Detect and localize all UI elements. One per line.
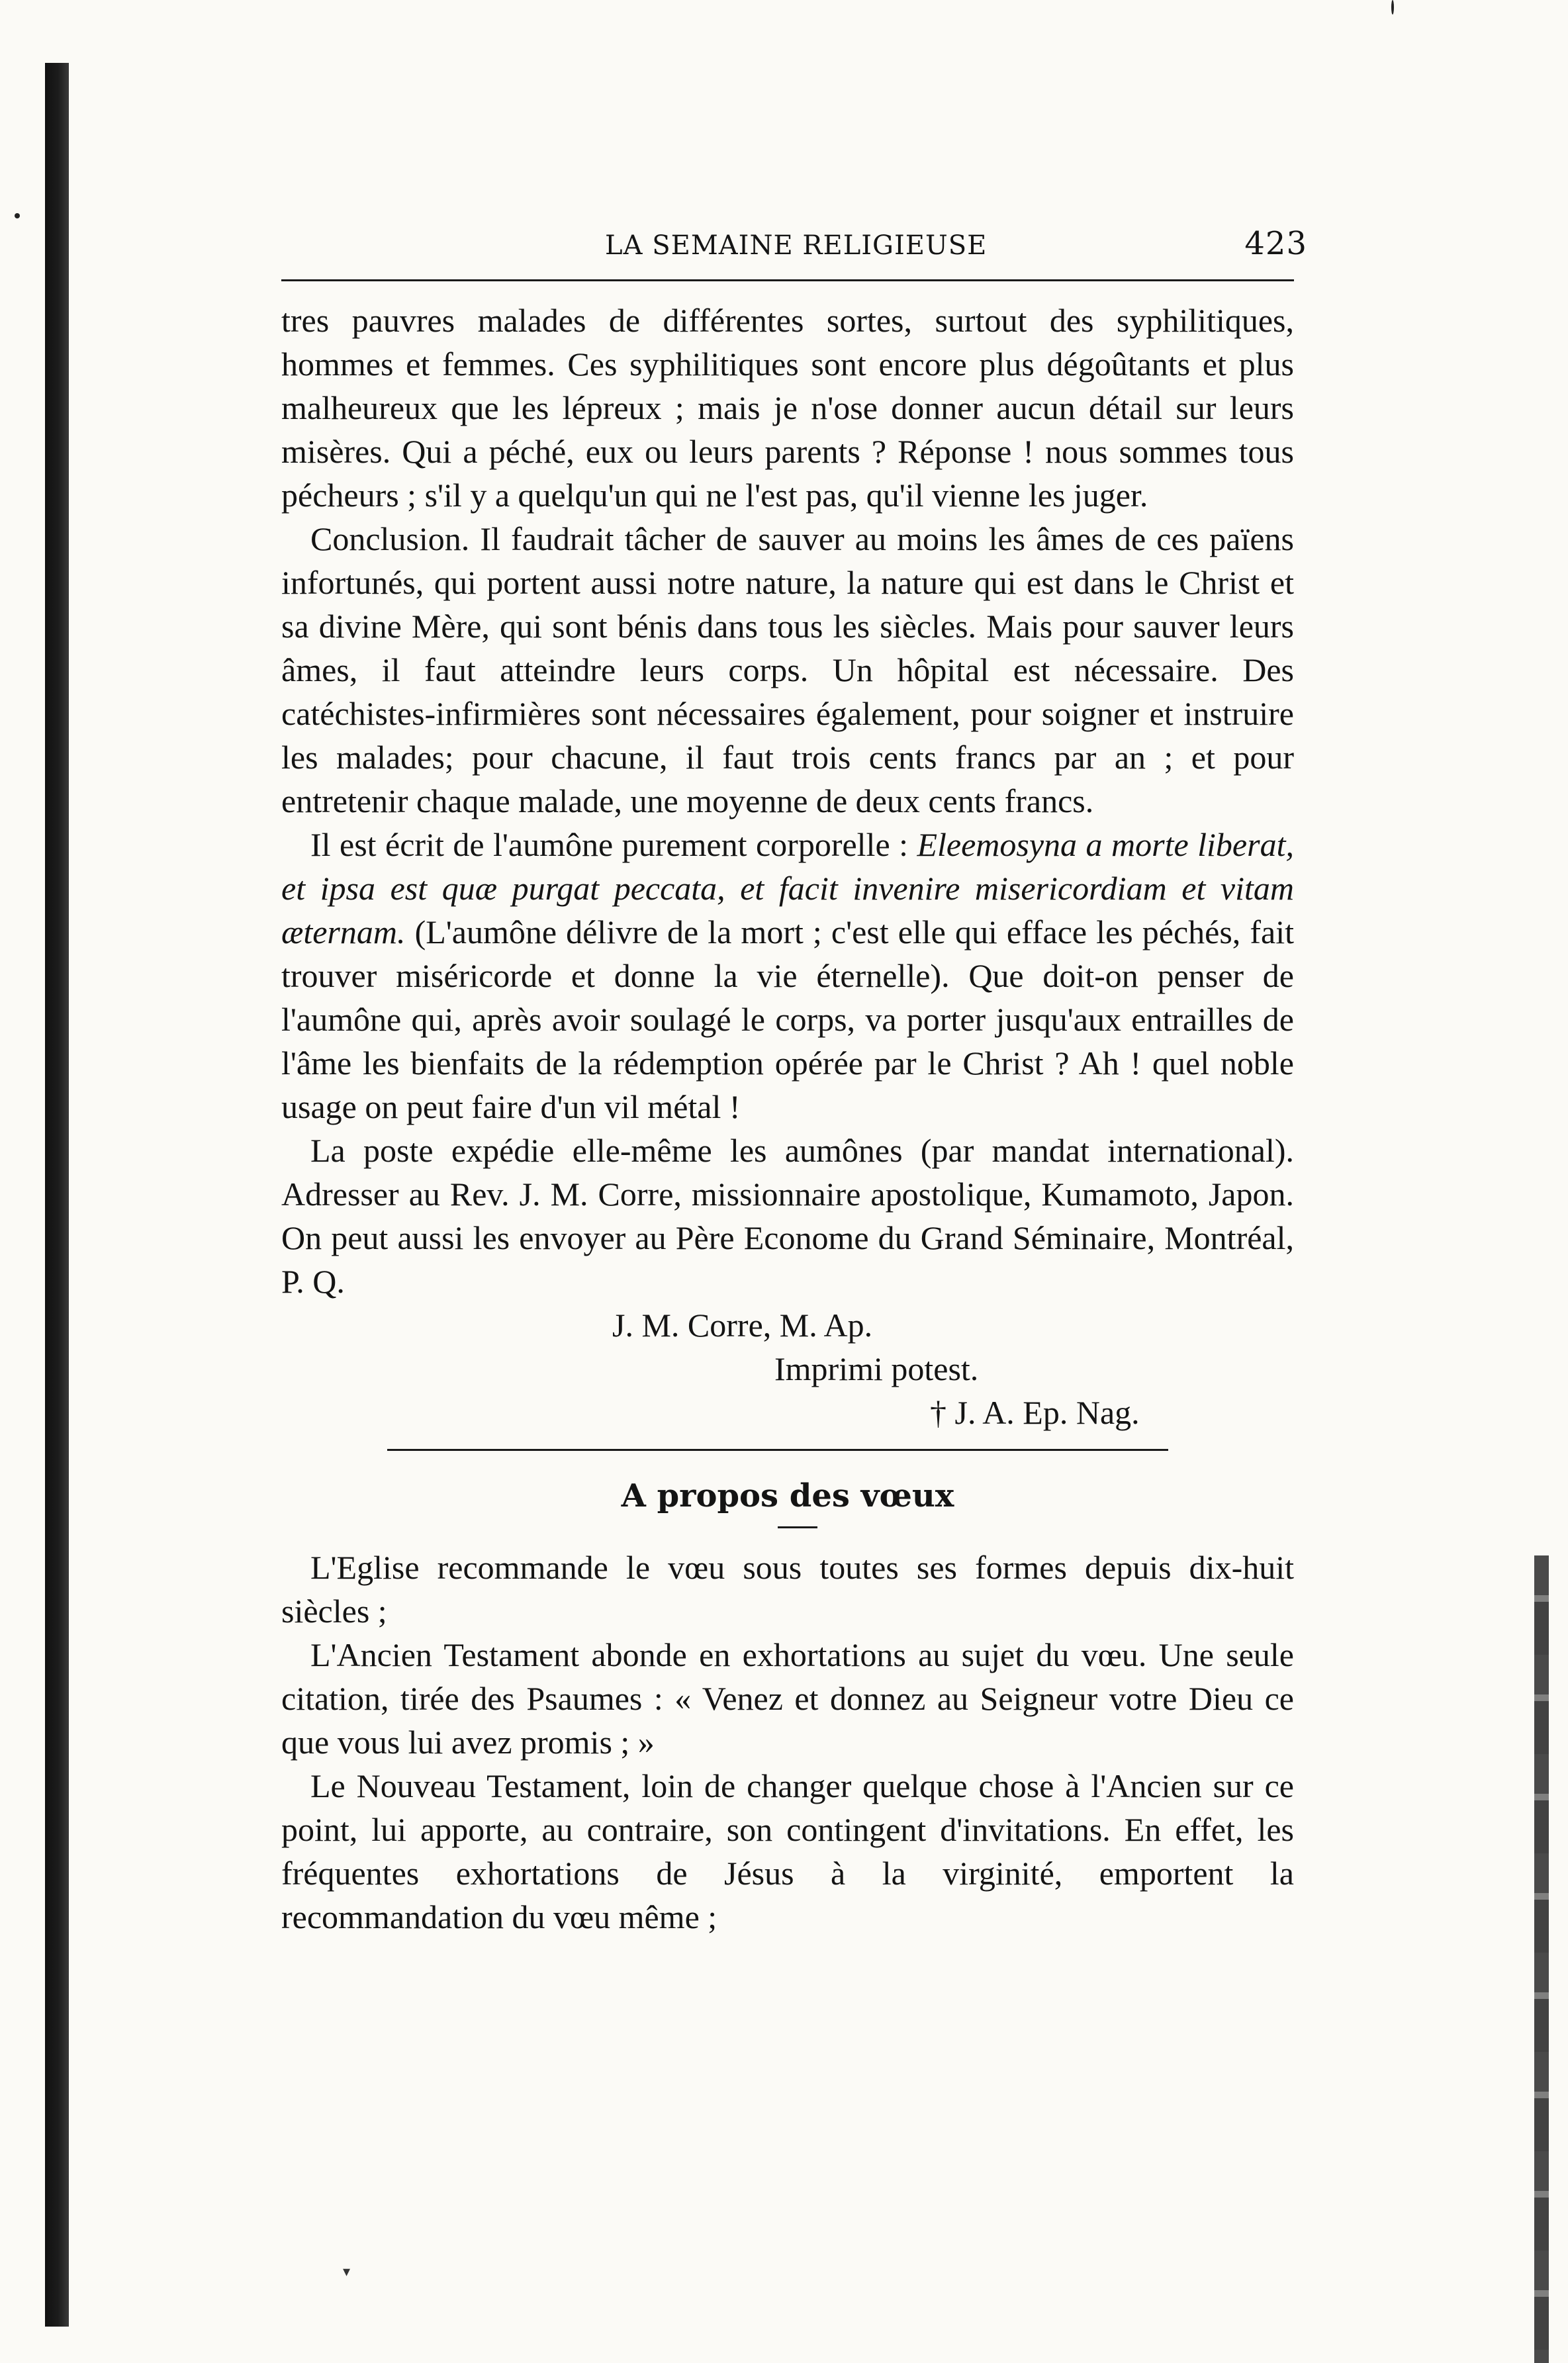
bishop-approval: † J. A. Ep. Nag.: [930, 1394, 1140, 1431]
paragraph: Le Nouveau Testament, loin de changer quelque chose à l'Ancien sur ce point, lui apporte, au contraire, son contingent d'invitations. En effet, les fréquentes exhortations de Jésus à la virginité, emportent la recommandation du vœu même ;: [281, 1767, 1294, 1935]
section-title: A propos des vœux: [621, 1477, 954, 1514]
paragraph-alms: [281, 823, 1294, 1129]
section-divider-rule: [387, 1449, 1168, 1451]
running-head-title: LA SEMAINE RELIGIEUSE: [605, 230, 988, 261]
paragraph: L'Ancien Testament abonde en exhortations au sujet du vœu. Une seule citation, tirée des Psaumes : « Venez et donnez au Seigneur votre Dieu ce que vous lui avez promis ; »: [281, 1636, 1294, 1761]
author-signature: J. M. Corre, M. Ap.: [612, 1307, 873, 1344]
page-number: 423: [1244, 225, 1307, 262]
running-head: [281, 225, 1314, 265]
paragraph: La poste expédie elle-même les aumônes (par mandat international). Adresser au Rev. J. M. Corre, missionnaire apostolique, Kumamoto, Japon. On peut aussi les envoyer au Père Econome du Grand Séminaire, Montréal, P. Q.: [281, 1132, 1294, 1300]
scan-mark: ▾: [343, 2264, 351, 2280]
imprimi-potest: Imprimi potest.: [774, 1350, 979, 1387]
scan-right-edge-artifact: [1534, 1555, 1549, 2363]
alms-rest: (L'aumône délivre de la mort ; c'est elle qui efface les péchés, fait trouver miséricorde et donne la vie éternelle). Que doit-on penser de l'aumône qui, après avoir soulagé le corps, va porter jusqu'aux entrailles de l'âme les bienfaits de la rédemption opérée par le Christ ? Ah ! quel noble usage on peut faire d'un vil métal !: [281, 913, 1294, 1125]
paragraph: Conclusion. Il faudrait tâcher de sauver au moins les âmes de ces païens infortunés, qui portent aussi notre nature, la nature qui est dans le Christ et sa divine Mère, qui sont bénis dans tous les siècles. Mais pour sauver leurs âmes, il faut atteindre leurs corps. Un hôpital est nécessaire. Des catéchistes-infirmières sont nécessaires également, pour soigner et instruire les malades; pour chacune, il faut trois cents francs par an ; et pour entretenir chaque malade, une moyenne de deux cents francs.: [281, 520, 1294, 819]
scan-speck: [1391, 0, 1394, 15]
alms-lead: Il est écrit de l'aumône purement corporelle :: [310, 826, 917, 863]
scan-binding-edge: [45, 63, 69, 2327]
paragraph: L'Eglise recommande le vœu sous toutes ses formes depuis dix-huit siècles ;: [281, 1549, 1294, 1630]
paragraph: tres pauvres malades de différentes sortes, surtout des syphilitiques, hommes et femmes. Ces syphilitiques sont encore plus dégoûtants et plus malheureux que les lépreux ; mais je n'ose donner aucun détail sur leurs misères. Qui a péché, eux ou leurs parents ? Réponse ! nous sommes tous pécheurs ; s'il y a quelqu'un qui ne l'est pas, qu'il vienne les juger.: [281, 302, 1294, 514]
section-title-dash: [778, 1526, 817, 1528]
header-rule: [281, 279, 1294, 281]
scan-speck: [15, 213, 20, 218]
signature-block: [281, 1303, 1314, 1434]
section-body: [281, 1546, 1294, 1939]
latin-quotation: Eleemosyna a morte liberat, et ipsa est quæ purgat peccata, et facit invenire misericordiam et vitam æternam.: [281, 826, 1294, 950]
document-page: [281, 225, 1314, 1939]
body-text: [281, 299, 1294, 1303]
